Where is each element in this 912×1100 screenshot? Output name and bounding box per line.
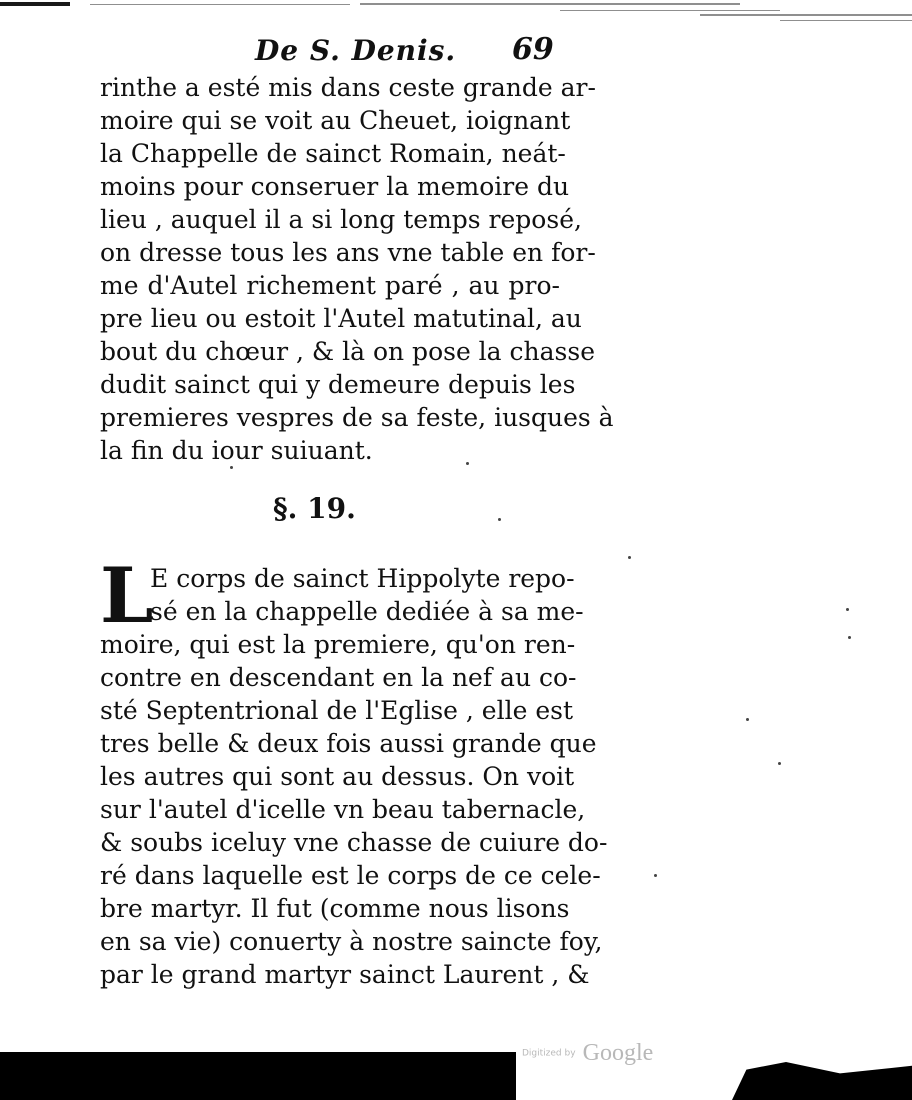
text-line: moire qui se voit au Cheuet, ioignant <box>100 106 571 135</box>
text-line: moire, qui est la premiere, qu'on ren- <box>100 630 576 659</box>
scan-speck <box>746 718 749 721</box>
text-line: lieu , auquel il a si long temps reposé, <box>100 205 582 234</box>
scan-speck <box>848 636 851 639</box>
running-title: De S. Denis. <box>255 34 457 67</box>
scan-edge-corner <box>732 1062 912 1100</box>
text-line: par le grand martyr sainct Laurent , & <box>100 960 590 989</box>
page-number: 69 <box>512 32 554 67</box>
drop-cap: L <box>100 551 154 640</box>
text-line: bout du chœur , & là on pose la chasse <box>100 337 595 366</box>
text-line: E corps de sainct Hippolyte repo- <box>150 564 575 593</box>
text-line: moins pour conseruer la memoire du <box>100 172 570 201</box>
scan-speck <box>230 466 233 469</box>
scan-streak <box>360 3 740 5</box>
text-line: sé en la chappelle dediée à sa me- <box>150 597 584 626</box>
text-line: bre martyr. Il fut (comme nous lisons <box>100 894 570 923</box>
scan-speck <box>778 762 781 765</box>
scan-streak <box>560 10 780 11</box>
google-logo: Google <box>582 1040 654 1066</box>
scan-streak <box>780 20 912 21</box>
scan-streak <box>0 2 70 6</box>
text-line: la Chappelle de sainct Romain, neát- <box>100 139 566 168</box>
scan-streak <box>700 14 912 16</box>
scan-speck <box>654 874 657 877</box>
text-line: me d'Autel richement paré , au pro- <box>100 271 560 300</box>
watermark-prefix: Digitized by <box>522 1048 576 1059</box>
text-line: sur l'autel d'icelle vn beau tabernacle, <box>100 795 586 824</box>
text-line: & soubs iceluy vne chasse de cuiure do- <box>100 828 608 857</box>
scan-speck <box>498 518 501 521</box>
text-line: rinthe a esté mis dans ceste grande ar- <box>100 73 596 102</box>
text-line: contre en descendant en la nef au co- <box>100 663 577 692</box>
text-line: dudit sainct qui y demeure depuis les <box>100 370 576 399</box>
text-line: les autres qui sont au dessus. On voit <box>100 762 575 791</box>
running-head <box>0 30 912 70</box>
text-line: pre lieu ou estoit l'Autel matutinal, au <box>100 304 582 333</box>
scan-speck <box>628 556 631 559</box>
text-line: en sa vie) conuerty à nostre saincte foy, <box>100 927 603 956</box>
scan-speck <box>846 608 849 611</box>
scan-edge-bottom <box>0 1052 516 1100</box>
text-line: la fin du iour suiuant. <box>100 436 373 465</box>
paragraph-1 <box>100 71 614 467</box>
text-line: on dresse tous les ans vne table en for- <box>100 238 596 267</box>
scan-streak <box>90 4 350 5</box>
text-line: premieres vespres de sa feste, iusques à <box>100 403 614 432</box>
text-line: tres belle & deux fois aussi grande que <box>100 729 597 758</box>
paragraph-2 <box>100 551 608 991</box>
section-heading: §. 19. <box>273 492 356 525</box>
text-line: ré dans laquelle est le corps de ce cele- <box>100 861 601 890</box>
scan-speck <box>466 462 469 465</box>
text-line: sté Septentrional de l'Eglise , elle est <box>100 696 573 725</box>
digitization-watermark <box>522 1040 653 1067</box>
scan-edge-top <box>0 0 912 26</box>
